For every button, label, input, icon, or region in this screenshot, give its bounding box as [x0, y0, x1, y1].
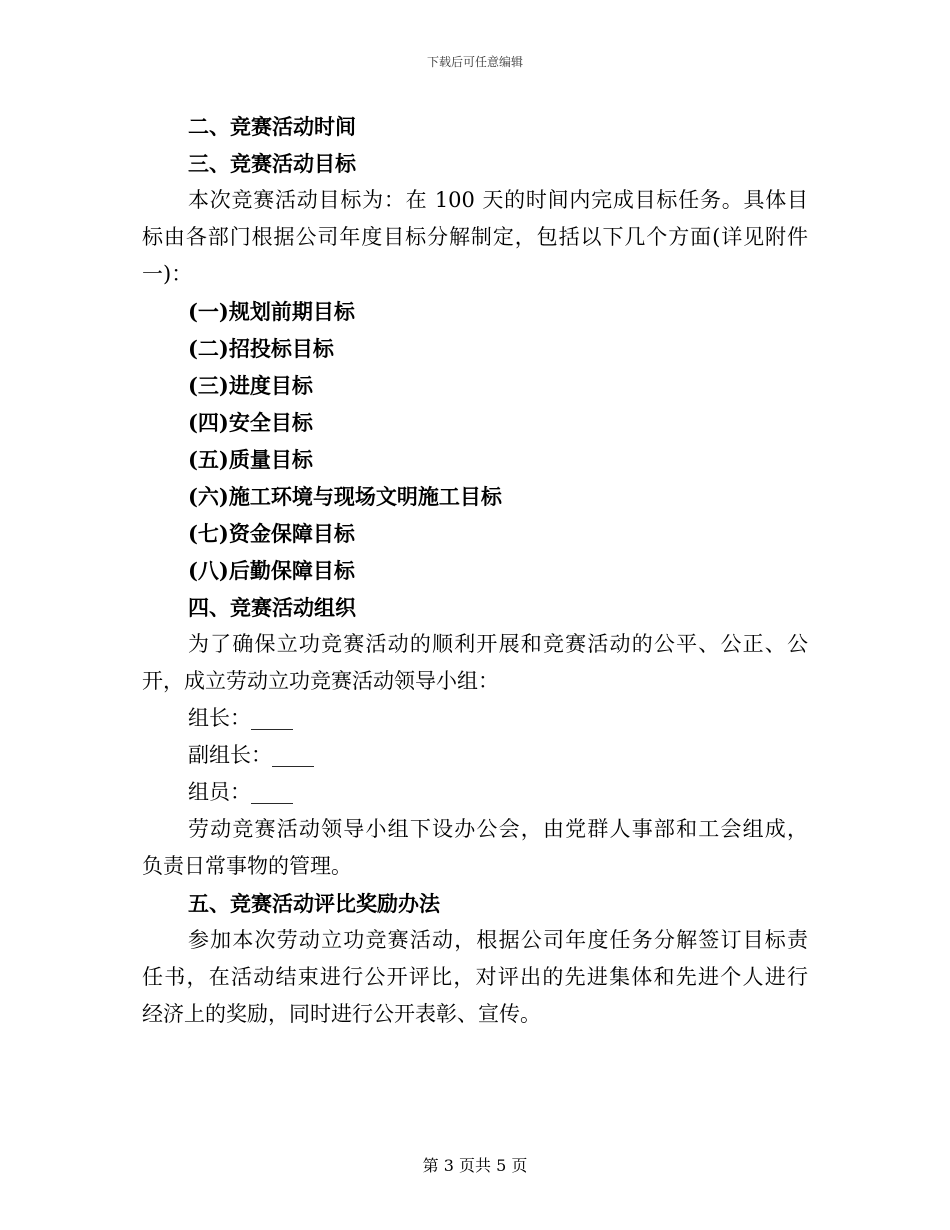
goal-item: (七)资金保障目标 — [188, 521, 355, 546]
paragraph-line: 负责日常事物的管理。 — [142, 854, 352, 878]
goal-item: (四)安全目标 — [188, 410, 313, 435]
goal-item: (三)进度目标 — [188, 373, 313, 398]
paragraph-line: 开，成立劳动立功竞赛活动领导小组： — [142, 669, 499, 693]
group-member-line: 组员：____ — [188, 780, 293, 804]
paragraph-line: 任书，在活动结束进行公开评比，对评出的先进集体和先进个人进行 — [142, 965, 808, 989]
group-leader-line: 组长：____ — [188, 706, 293, 730]
page-footer: 第 3 页共 5 页 — [422, 1156, 528, 1175]
document-body — [142, 108, 808, 1033]
paragraph-line: 劳动竞赛活动领导小组下设办公会，由党群人事部和工会组成， — [188, 817, 808, 841]
page-header: 下载后可任意编辑 — [426, 55, 523, 69]
paragraph-line: 经济上的奖励，同时进行公开表彰、宣传。 — [142, 1002, 541, 1026]
paragraph-line: 一)： — [142, 262, 193, 286]
paragraph-line: 参加本次劳动立功竞赛活动，根据公司年度任务分解签订目标责 — [188, 928, 808, 952]
paragraph-line: 标由各部门根据公司年度目标分解制定，包括以下几个方面(详见附件 — [142, 225, 808, 249]
goal-item: (八)后勤保障目标 — [188, 558, 355, 583]
section-heading-organization: 四、竞赛活动组织 — [188, 595, 356, 620]
goal-item: (六)施工环境与现场文明施工目标 — [188, 484, 502, 509]
paragraph-line: 为了确保立功竞赛活动的顺利开展和竞赛活动的公平、公正、公 — [188, 632, 808, 656]
goal-item: (五)质量目标 — [188, 447, 313, 472]
paragraph-line: 本次竞赛活动目标为：在 100 天的时间内完成目标任务。具体目 — [188, 188, 808, 212]
section-heading-time: 二、竞赛活动时间 — [188, 114, 356, 139]
deputy-leader-line: 副组长：____ — [188, 743, 314, 767]
goal-item: (二)招投标目标 — [188, 336, 334, 361]
goal-item: (一)规划前期目标 — [188, 299, 355, 324]
section-heading-goals: 三、竞赛活动目标 — [188, 151, 356, 176]
section-heading-awards: 五、竞赛活动评比奖励办法 — [188, 891, 440, 916]
